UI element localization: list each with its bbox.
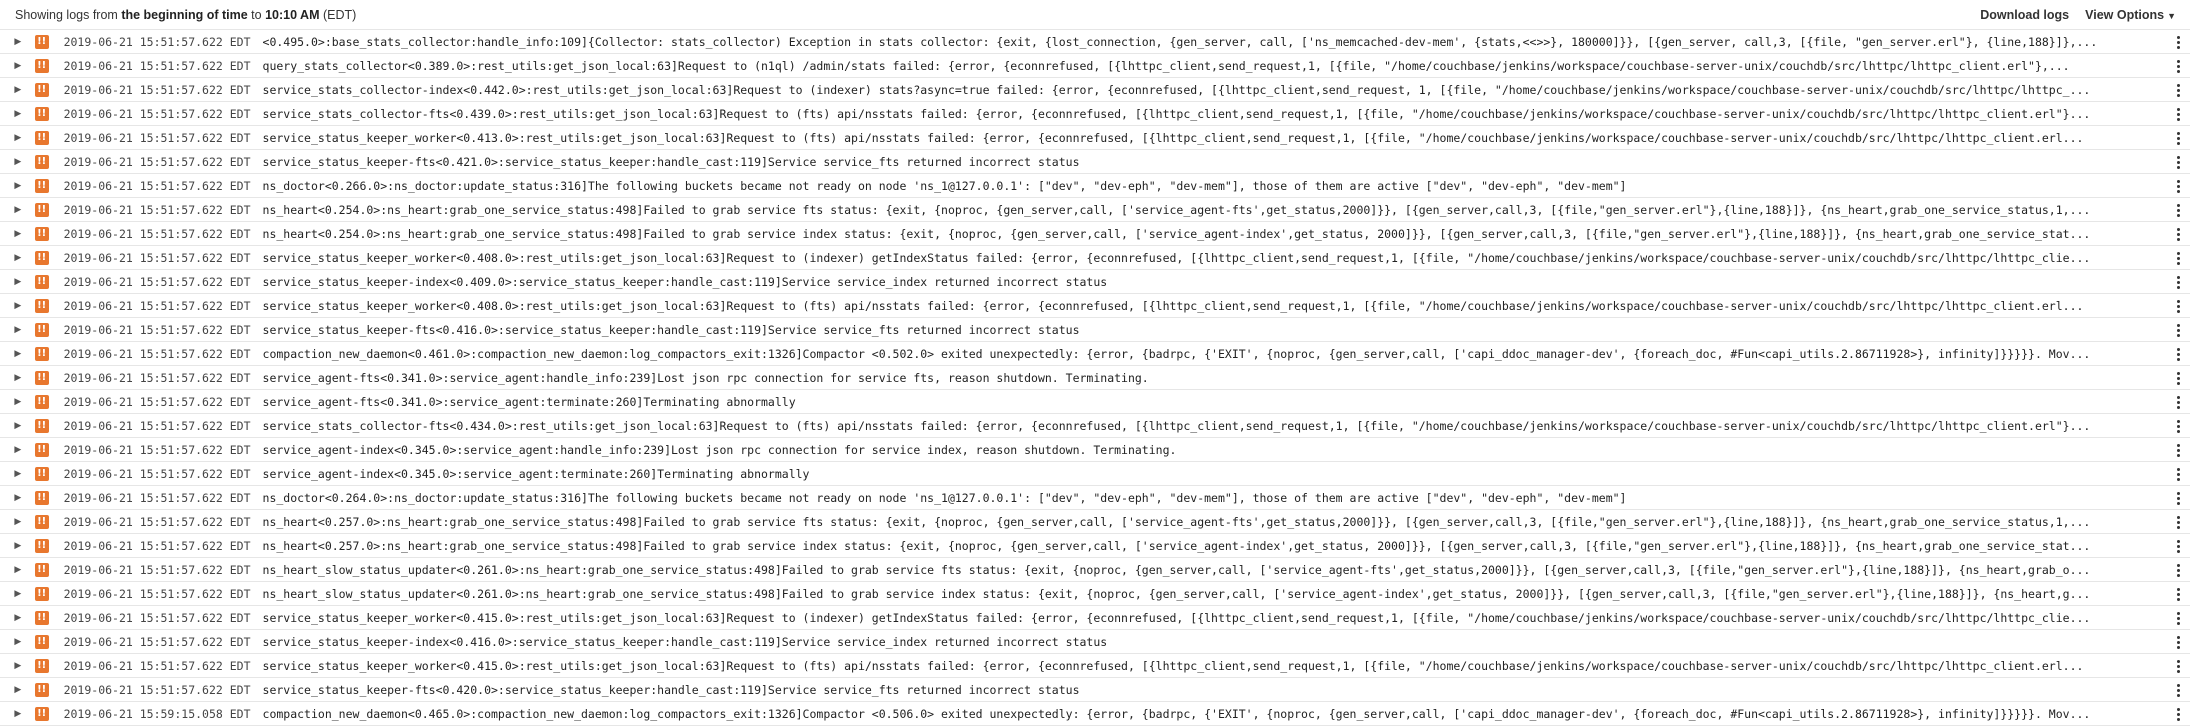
expand-caret-icon[interactable]: ▶ (14, 204, 22, 214)
log-timestamp: 2019-06-21 15:51:57.622 EDT (63, 466, 251, 481)
error-severity-icon: !! (35, 59, 49, 73)
row-menu-icon[interactable] (2170, 294, 2186, 318)
log-message: ns_doctor<0.264.0>:ns_doctor:update_status:316]The following buckets became not ready on node 'ns_1@127.0.0.1': ["dev", "dev-eph", "dev-mem"], those of them are active ["dev", "dev-eph", "dev-mem"] (262, 490, 1627, 505)
expand-caret-icon[interactable]: ▶ (14, 564, 22, 574)
log-message: service_status_keeper-fts<0.421.0>:service_status_keeper:handle_cast:119]Service service_fts returned incorrect status (262, 154, 1080, 169)
log-row[interactable] (0, 30, 2190, 54)
log-message: service_status_keeper_worker<0.408.0>:rest_utils:get_json_local:63]Request to (indexer) getIndexStatus failed: {error, {econnrefused, [{lhttpc_client,send_request,1, [{file, "/home/couchbase/jenkins/workspace/couchbase-server-unix/couchdb/src/lhttpc/lhttpc_clie... (262, 250, 2091, 265)
expand-caret-icon[interactable]: ▶ (14, 420, 22, 430)
error-severity-icon: !! (35, 467, 49, 481)
range-end: 10:10 AM (265, 7, 320, 22)
log-row[interactable] (0, 702, 2190, 726)
log-message: service_status_keeper-index<0.409.0>:service_status_keeper:handle_cast:119]Service service_index returned incorrect status (262, 274, 1108, 289)
log-row[interactable] (0, 678, 2190, 702)
row-menu-icon[interactable] (2170, 318, 2186, 342)
log-timestamp: 2019-06-21 15:51:57.622 EDT (63, 322, 251, 337)
log-timestamp: 2019-06-21 15:51:57.622 EDT (63, 274, 251, 289)
log-timestamp: 2019-06-21 15:51:57.622 EDT (63, 34, 251, 49)
log-row[interactable] (0, 582, 2190, 606)
expand-caret-icon[interactable]: ▶ (14, 660, 22, 670)
log-timestamp: 2019-06-21 15:51:57.622 EDT (63, 538, 251, 553)
log-message: service_stats_collector-index<0.442.0>:rest_utils:get_json_local:63]Request to (indexer) stats?async=true failed: {error, {econnrefused, [{lhttpc_client,send_request, 1, [{file, "/home/couchbase/jenkins/workspace/couchbase-server-unix/couchdb/src/lhttpc/lhttpc_... (262, 82, 2091, 97)
log-message: ns_heart<0.254.0>:ns_heart:grab_one_service_status:498]Failed to grab service index status: {exit, {noproc, {gen_server,call, ['service_agent-index',get_status, 2000]}}, [{gen_server,call,3, [{file,"gen_server.erl"},{line,188}]}, {ns_heart,grab_one_service_stat... (262, 226, 2091, 241)
log-message: service_agent-fts<0.341.0>:service_agent:handle_info:239]Lost json rpc connection for service fts, reason shutdown. Terminating. (262, 370, 1149, 385)
log-timestamp: 2019-06-21 15:59:15.058 EDT (63, 706, 251, 721)
log-row[interactable] (0, 462, 2190, 486)
log-row[interactable] (0, 198, 2190, 222)
expand-caret-icon[interactable]: ▶ (14, 324, 22, 334)
row-menu-icon[interactable] (2170, 222, 2186, 246)
expand-caret-icon[interactable]: ▶ (14, 228, 22, 238)
log-timestamp: 2019-06-21 15:51:57.622 EDT (63, 226, 251, 241)
log-range-text (15, 8, 356, 22)
log-list (0, 30, 2190, 726)
row-menu-icon[interactable] (2170, 246, 2186, 270)
expand-caret-icon[interactable]: ▶ (14, 156, 22, 166)
expand-caret-icon[interactable]: ▶ (14, 372, 22, 382)
expand-caret-icon[interactable]: ▶ (14, 348, 22, 358)
row-menu-icon[interactable] (2170, 678, 2186, 702)
error-severity-icon: !! (35, 371, 49, 385)
expand-caret-icon[interactable]: ▶ (14, 684, 22, 694)
error-severity-icon: !! (35, 515, 49, 529)
log-message: service_stats_collector-fts<0.434.0>:rest_utils:get_json_local:63]Request to (fts) api/nsstats failed: {error, {econnrefused, [{lhttpc_client,send_request,1, [{file, "/home/couchbase/jenkins/workspace/couchbase-server-unix/couchdb/src/lhttpc/lhttpc_client.erl"}... (262, 418, 2091, 433)
error-severity-icon: !! (35, 35, 49, 49)
error-severity-icon: !! (35, 611, 49, 625)
expand-caret-icon[interactable]: ▶ (14, 516, 22, 526)
download-logs-link[interactable]: Download logs (1980, 7, 2070, 22)
error-severity-icon: !! (35, 587, 49, 601)
expand-caret-icon[interactable]: ▶ (14, 468, 22, 478)
row-menu-icon[interactable] (2170, 654, 2186, 678)
log-timestamp: 2019-06-21 15:51:57.622 EDT (63, 634, 251, 649)
log-timestamp: 2019-06-21 15:51:57.622 EDT (63, 106, 251, 121)
log-row[interactable] (0, 390, 2190, 414)
view-options-label: View Options (2085, 7, 2165, 22)
expand-caret-icon[interactable]: ▶ (14, 708, 22, 718)
log-message: compaction_new_daemon<0.465.0>:compaction_new_daemon:log_compactors_exit:1326]Compactor <0.506.0> exited unexpectedly: {error, {badrpc, {'EXIT', {noproc, {gen_server,call, ['capi_ddoc_manager-dev', {foreach_doc, #Fun<capi_utils.2.86711928>}, infinity]}}}}}. Mov... (262, 706, 2091, 721)
log-timestamp: 2019-06-21 15:51:57.622 EDT (63, 58, 251, 73)
log-row[interactable] (0, 270, 2190, 294)
log-row[interactable] (0, 414, 2190, 438)
row-menu-icon[interactable] (2170, 414, 2186, 438)
log-timestamp: 2019-06-21 15:51:57.622 EDT (63, 178, 251, 193)
error-severity-icon: !! (35, 635, 49, 649)
row-menu-icon[interactable] (2170, 462, 2186, 486)
row-menu-icon[interactable] (2170, 30, 2186, 54)
view-options-dropdown[interactable] (2085, 8, 2176, 22)
log-message: query_stats_collector<0.389.0>:rest_utils:get_json_local:63]Request to (n1ql) /admin/stats failed: {error, {econnrefused, [{lhttpc_client,send_request,1, [{file, "/home/couchbase/jenkins/workspace/couchbase-server-unix/couchdb/src/lhttpc/lhttpc_client.erl"},... (262, 58, 2070, 73)
expand-caret-icon[interactable]: ▶ (14, 588, 22, 598)
log-timestamp: 2019-06-21 15:51:57.622 EDT (63, 442, 251, 457)
expand-caret-icon[interactable]: ▶ (14, 300, 22, 310)
error-severity-icon: !! (35, 323, 49, 337)
log-message: ns_heart<0.257.0>:ns_heart:grab_one_service_status:498]Failed to grab service index status: {exit, {noproc, {gen_server,call, ['service_agent-index',get_status, 2000]}}, [{gen_server,call,3, [{file,"gen_server.erl"},{line,188}]}, {ns_heart,grab_one_service_stat... (262, 538, 2091, 553)
expand-caret-icon[interactable]: ▶ (14, 636, 22, 646)
error-severity-icon: !! (35, 299, 49, 313)
error-severity-icon: !! (35, 155, 49, 169)
log-row[interactable] (0, 438, 2190, 462)
range-middle: to (247, 7, 266, 22)
error-severity-icon: !! (35, 347, 49, 361)
log-row[interactable] (0, 366, 2190, 390)
log-row[interactable] (0, 222, 2190, 246)
log-timestamp: 2019-06-21 15:51:57.622 EDT (63, 562, 251, 577)
log-message: ns_doctor<0.266.0>:ns_doctor:update_status:316]The following buckets became not ready on node 'ns_1@127.0.0.1': ["dev", "dev-eph", "dev-mem"], those of them are active ["dev", "dev-eph", "dev-mem"] (262, 178, 1627, 193)
expand-caret-icon[interactable]: ▶ (14, 396, 22, 406)
log-row[interactable] (0, 558, 2190, 582)
error-severity-icon: !! (35, 251, 49, 265)
log-header (0, 0, 2190, 30)
error-severity-icon: !! (35, 83, 49, 97)
row-menu-icon[interactable] (2170, 102, 2186, 126)
log-timestamp: 2019-06-21 15:51:57.622 EDT (63, 658, 251, 673)
log-timestamp: 2019-06-21 15:51:57.622 EDT (63, 154, 251, 169)
log-message: ns_heart<0.254.0>:ns_heart:grab_one_service_status:498]Failed to grab service fts status: {exit, {noproc, {gen_server,call, ['service_agent-fts',get_status,2000]}}, [{gen_server,call,3, [{file,"gen_server.erl"},{line,188}]}, {ns_heart,grab_one_service_status,1,... (262, 202, 2091, 217)
log-timestamp: 2019-06-21 15:51:57.622 EDT (63, 682, 251, 697)
error-severity-icon: !! (35, 563, 49, 577)
error-severity-icon: !! (35, 443, 49, 457)
error-severity-icon: !! (35, 707, 49, 721)
error-severity-icon: !! (35, 395, 49, 409)
expand-caret-icon[interactable]: ▶ (14, 444, 22, 454)
log-row[interactable] (0, 534, 2190, 558)
log-row[interactable] (0, 294, 2190, 318)
log-message: ns_heart_slow_status_updater<0.261.0>:ns_heart:grab_one_service_status:498]Failed to grab service index status: {exit, {noproc, {gen_server,call, ['service_agent-index',get_status, 2000]}}, [{gen_server,call,3, [{file,"gen_server.erl"},{line,188}]}, {ns_heart,g... (262, 586, 2091, 601)
log-row[interactable] (0, 174, 2190, 198)
row-menu-icon[interactable] (2170, 582, 2186, 606)
expand-caret-icon[interactable]: ▶ (14, 36, 22, 46)
log-timestamp: 2019-06-21 15:51:57.622 EDT (63, 610, 251, 625)
log-row[interactable] (0, 102, 2190, 126)
log-row[interactable] (0, 318, 2190, 342)
row-menu-icon[interactable] (2170, 366, 2186, 390)
error-severity-icon: !! (35, 275, 49, 289)
error-severity-icon: !! (35, 227, 49, 241)
row-menu-icon[interactable] (2170, 606, 2186, 630)
log-timestamp: 2019-06-21 15:51:57.622 EDT (63, 250, 251, 265)
log-timestamp: 2019-06-21 15:51:57.622 EDT (63, 202, 251, 217)
expand-caret-icon[interactable]: ▶ (14, 276, 22, 286)
log-message: service_agent-index<0.345.0>:service_agent:handle_info:239]Lost json rpc connection for service index, reason shutdown. Terminating. (262, 442, 1177, 457)
expand-caret-icon[interactable]: ▶ (14, 132, 22, 142)
row-menu-icon[interactable] (2170, 558, 2186, 582)
row-menu-icon[interactable] (2170, 342, 2186, 366)
log-timestamp: 2019-06-21 15:51:57.622 EDT (63, 130, 251, 145)
log-timestamp: 2019-06-21 15:51:57.622 EDT (63, 394, 251, 409)
log-timestamp: 2019-06-21 15:51:57.622 EDT (63, 514, 251, 529)
log-message: service_agent-index<0.345.0>:service_agent:terminate:260]Terminating abnormally (262, 466, 810, 481)
expand-caret-icon[interactable]: ▶ (14, 84, 22, 94)
log-row[interactable] (0, 54, 2190, 78)
log-timestamp: 2019-06-21 15:51:57.622 EDT (63, 82, 251, 97)
log-message: service_agent-fts<0.341.0>:service_agent:terminate:260]Terminating abnormally (262, 394, 796, 409)
expand-caret-icon[interactable]: ▶ (14, 252, 22, 262)
log-message: ns_heart_slow_status_updater<0.261.0>:ns_heart:grab_one_service_status:498]Failed to grab service fts status: {exit, {noproc, {gen_server,call, ['service_agent-fts',get_status,2000]}}, [{gen_server,call,3, [{file,"gen_server.erl"},{line,188}]}, {ns_heart,grab_o... (262, 562, 2091, 577)
expand-caret-icon[interactable]: ▶ (14, 492, 22, 502)
log-row[interactable] (0, 606, 2190, 630)
row-menu-icon[interactable] (2170, 486, 2186, 510)
range-start: the beginning of time (121, 7, 248, 22)
row-menu-icon[interactable] (2170, 510, 2186, 534)
error-severity-icon: !! (35, 131, 49, 145)
range-prefix: Showing logs from (15, 7, 122, 22)
row-menu-icon[interactable] (2170, 150, 2186, 174)
row-menu-icon[interactable] (2170, 270, 2186, 294)
row-menu-icon[interactable] (2170, 54, 2186, 78)
error-severity-icon: !! (35, 419, 49, 433)
row-menu-icon[interactable] (2170, 126, 2186, 150)
log-message: service_stats_collector-fts<0.439.0>:rest_utils:get_json_local:63]Request to (fts) api/nsstats failed: {error, {econnrefused, [{lhttpc_client,send_request,1, [{file, "/home/couchbase/jenkins/workspace/couchbase-server-unix/couchdb/src/lhttpc/lhttpc_client.erl"}... (262, 106, 2091, 121)
log-message: compaction_new_daemon<0.461.0>:compaction_new_daemon:log_compactors_exit:1326]Compactor <0.502.0> exited unexpectedly: {error, {badrpc, {'EXIT', {noproc, {gen_server,call, ['capi_ddoc_manager-dev', {foreach_doc, #Fun<capi_utils.2.86711928>}, infinity]}}}}}. Mov... (262, 346, 2091, 361)
log-message: service_status_keeper_worker<0.415.0>:rest_utils:get_json_local:63]Request to (fts) api/nsstats failed: {error, {econnrefused, [{lhttpc_client,send_request,1, [{file, "/home/couchbase/jenkins/workspace/couchbase-server-unix/couchdb/src/lhttpc/lhttpc_client.erl... (262, 658, 2084, 673)
log-timestamp: 2019-06-21 15:51:57.622 EDT (63, 490, 251, 505)
log-message: ns_heart<0.257.0>:ns_heart:grab_one_service_status:498]Failed to grab service fts status: {exit, {noproc, {gen_server,call, ['service_agent-fts',get_status,2000]}}, [{gen_server,call,3, [{file,"gen_server.erl"},{line,188}]}, {ns_heart,grab_one_service_status,1,... (262, 514, 2091, 529)
error-severity-icon: !! (35, 203, 49, 217)
log-message: service_status_keeper_worker<0.415.0>:rest_utils:get_json_local:63]Request to (indexer) getIndexStatus failed: {error, {econnrefused, [{lhttpc_client,send_request,1, [{file, "/home/couchbase/jenkins/workspace/couchbase-server-unix/couchdb/src/lhttpc/lhttpc_clie... (262, 610, 2091, 625)
error-severity-icon: !! (35, 539, 49, 553)
log-row[interactable] (0, 150, 2190, 174)
chevron-down-icon: ▼ (2167, 10, 2176, 21)
row-menu-icon[interactable] (2170, 198, 2186, 222)
log-message: service_status_keeper_worker<0.413.0>:rest_utils:get_json_local:63]Request to (fts) api/nsstats failed: {error, {econnrefused, [{lhttpc_client,send_request,1, [{file, "/home/couchbase/jenkins/workspace/couchbase-server-unix/couchdb/src/lhttpc/lhttpc_client.erl... (262, 130, 2084, 145)
row-menu-icon[interactable] (2170, 702, 2186, 726)
log-timestamp: 2019-06-21 15:51:57.622 EDT (63, 346, 251, 361)
range-suffix: (EDT) (319, 7, 357, 22)
row-menu-icon[interactable] (2170, 78, 2186, 102)
error-severity-icon: !! (35, 107, 49, 121)
log-timestamp: 2019-06-21 15:51:57.622 EDT (63, 586, 251, 601)
expand-caret-icon[interactable]: ▶ (14, 60, 22, 70)
log-timestamp: 2019-06-21 15:51:57.622 EDT (63, 298, 251, 313)
log-message: service_status_keeper-fts<0.416.0>:service_status_keeper:handle_cast:119]Service service_fts returned incorrect status (262, 322, 1080, 337)
row-menu-icon[interactable] (2170, 534, 2186, 558)
error-severity-icon: !! (35, 491, 49, 505)
row-menu-icon[interactable] (2170, 630, 2186, 654)
log-message: <0.495.0>:base_stats_collector:handle_info:109]{Collector: stats_collector) Exception in stats collector: {exit, {lost_connection, {gen_server, call, ['ns_memcached-dev-mem', {stats,<<>>}, 180000]}}, [{gen_server, call,3, [{file, "gen_server.erl"}, {line,188}]},... (262, 34, 2098, 49)
log-row[interactable] (0, 126, 2190, 150)
log-message: service_status_keeper-index<0.416.0>:service_status_keeper:handle_cast:119]Service service_index returned incorrect status (262, 634, 1108, 649)
log-row[interactable] (0, 486, 2190, 510)
log-row[interactable] (0, 78, 2190, 102)
error-severity-icon: !! (35, 179, 49, 193)
expand-caret-icon[interactable]: ▶ (14, 108, 22, 118)
log-timestamp: 2019-06-21 15:51:57.622 EDT (63, 418, 251, 433)
log-row[interactable] (0, 342, 2190, 366)
error-severity-icon: !! (35, 659, 49, 673)
row-menu-icon[interactable] (2170, 438, 2186, 462)
row-menu-icon[interactable] (2170, 174, 2186, 198)
row-menu-icon[interactable] (2170, 390, 2186, 414)
log-row[interactable] (0, 246, 2190, 270)
log-row[interactable] (0, 654, 2190, 678)
expand-caret-icon[interactable]: ▶ (14, 180, 22, 190)
expand-caret-icon[interactable]: ▶ (14, 540, 22, 550)
log-timestamp: 2019-06-21 15:51:57.622 EDT (63, 370, 251, 385)
error-severity-icon: !! (35, 683, 49, 697)
log-message: service_status_keeper_worker<0.408.0>:rest_utils:get_json_local:63]Request to (fts) api/nsstats failed: {error, {econnrefused, [{lhttpc_client,send_request,1, [{file, "/home/couchbase/jenkins/workspace/couchbase-server-unix/couchdb/src/lhttpc/lhttpc_client.erl... (262, 298, 2084, 313)
log-message: service_status_keeper-fts<0.420.0>:service_status_keeper:handle_cast:119]Service service_fts returned incorrect status (262, 682, 1080, 697)
log-row[interactable] (0, 630, 2190, 654)
log-row[interactable] (0, 510, 2190, 534)
expand-caret-icon[interactable]: ▶ (14, 612, 22, 622)
